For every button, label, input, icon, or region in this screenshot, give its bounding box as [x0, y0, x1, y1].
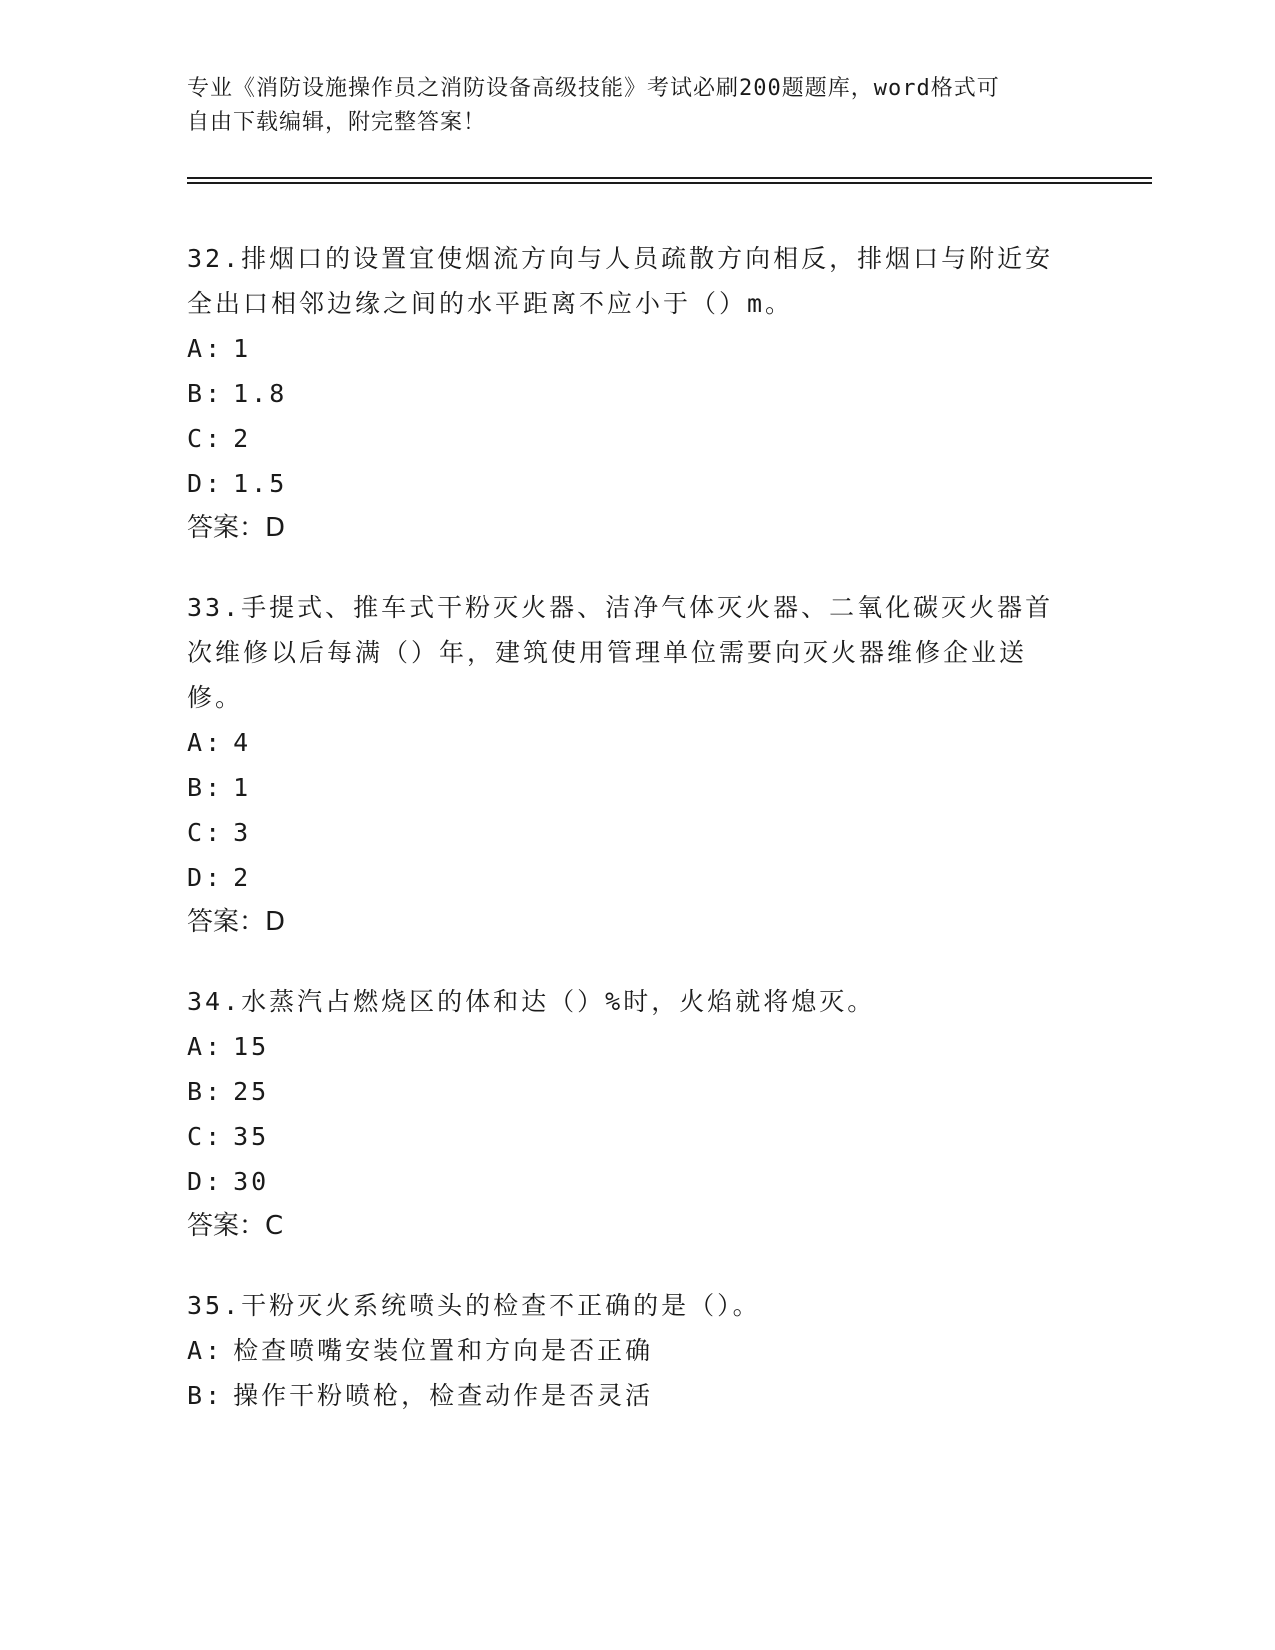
- question-32: [187, 236, 1087, 551]
- option-c: C: 3: [187, 818, 252, 847]
- answer-line: 答案：C: [187, 1211, 284, 1241]
- header-divider-top: [187, 177, 1152, 179]
- question-stem-line: 32.排烟口的设置宜使烟流方向与人员疏散方向相反，排烟口与附近安: [187, 244, 1054, 273]
- question-34: [187, 979, 1087, 1249]
- option-c: C: 2: [187, 424, 252, 453]
- option-a: A: 4: [187, 728, 252, 757]
- option-d: D: 1.5: [187, 469, 288, 498]
- question-stem-line: 次维修以后每满（）年，建筑使用管理单位需要向灭火器维修企业送: [187, 638, 1028, 667]
- question-stem-line: 全出口相邻边缘之间的水平距离不应小于（）m。: [187, 289, 794, 318]
- question-33: [187, 585, 1087, 945]
- option-a: A: 15: [187, 1032, 270, 1061]
- header-line-2: 自由下载编辑，附完整答案！: [187, 110, 487, 135]
- question-stem-line: 修。: [187, 683, 244, 712]
- header-line-1: 专业《消防设施操作员之消防设备高级技能》考试必刷200题题库，word格式可: [187, 76, 1000, 101]
- option-b: B: 1: [187, 773, 252, 802]
- header-divider-bottom: [187, 182, 1152, 184]
- document-header: [187, 72, 1067, 140]
- option-b: B: 操作干粉喷枪，检查动作是否灵活: [187, 1381, 654, 1410]
- option-c: C: 35: [187, 1122, 270, 1151]
- option-b: B: 1.8: [187, 379, 288, 408]
- question-stem-line: 34.水蒸汽占燃烧区的体和达（）%时，火焰就将熄灭。: [187, 987, 876, 1016]
- question-stem-line: 35.干粉灭火系统喷头的检查不正确的是（）。: [187, 1291, 761, 1320]
- option-a: A: 1: [187, 334, 252, 363]
- question-list: [187, 236, 1087, 1452]
- answer-line: 答案：D: [187, 513, 286, 543]
- option-b: B: 25: [187, 1077, 270, 1106]
- question-stem-line: 33.手提式、推车式干粉灭火器、洁净气体灭火器、二氧化碳灭火器首: [187, 593, 1054, 622]
- option-d: D: 30: [187, 1167, 270, 1196]
- option-a: A: 检查喷嘴安装位置和方向是否正确: [187, 1336, 654, 1365]
- answer-line: 答案：D: [187, 907, 286, 937]
- option-d: D: 2: [187, 863, 252, 892]
- question-35: [187, 1283, 1087, 1418]
